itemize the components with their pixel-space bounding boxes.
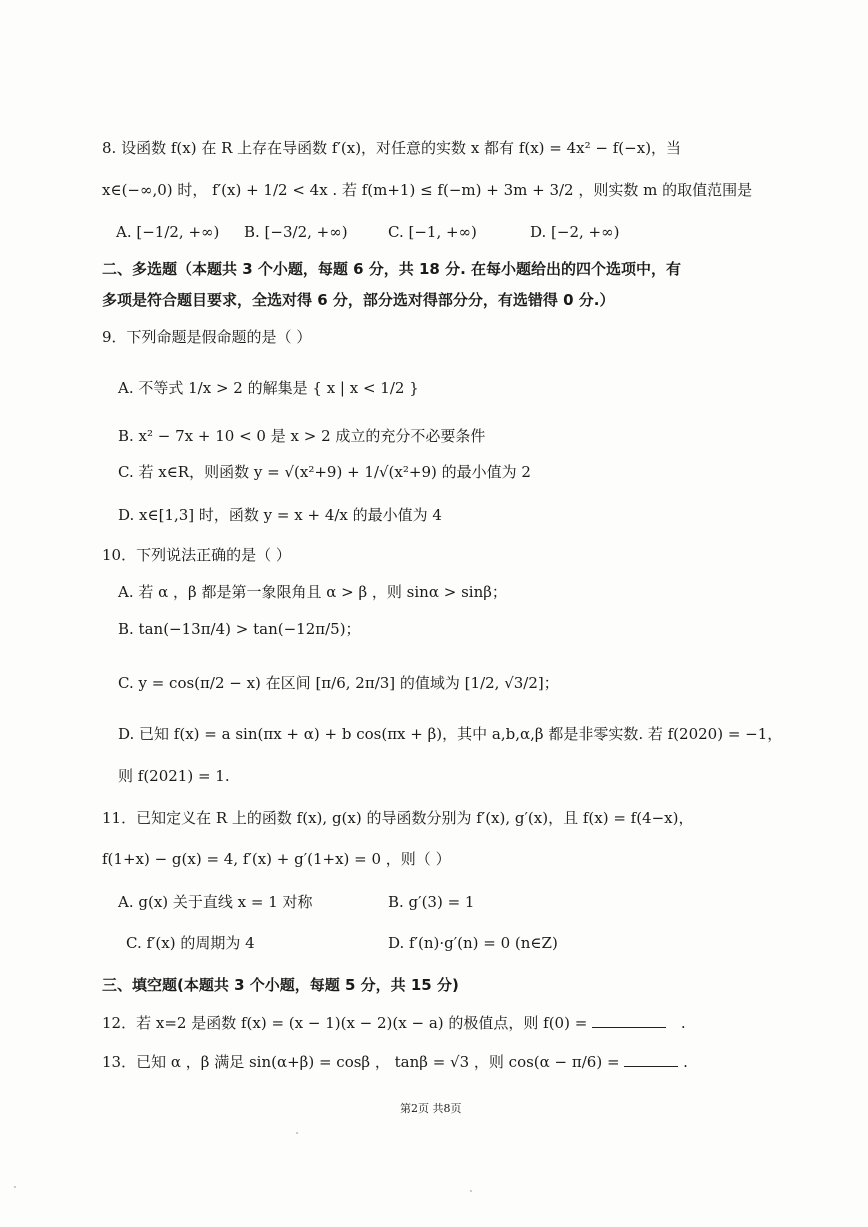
q8-line2: x∈(−∞,0) 时， f′(x) + 1/2 < 4x . 若 f(m+1) ≤ f(−m) + 3m + 3/2 ，则实数 m 的取值范围是 (102, 181, 753, 199)
q13-text: 13．已知 α ，β 满足 sin(α+β) = cosβ ， tanβ = √3 ，则 cos(α − π/6) = (102, 1053, 620, 1071)
q12-answer-blank[interactable] (592, 1013, 666, 1028)
q13-period: . (683, 1053, 688, 1071)
q12-period: . (680, 1014, 686, 1032)
q10-option-a: A. 若 α ，β 都是第一象限角且 α > β ，则 sinα > sinβ； (118, 583, 507, 601)
q8-option-a: A. [−1/2, +∞) (116, 223, 220, 241)
q8-option-c: C. [−1, +∞) (388, 223, 477, 241)
q12 (102, 1012, 686, 1034)
q11-option-b: B. g′(3) = 1 (388, 893, 475, 911)
scan-speck (470, 1190, 472, 1192)
section3-heading: 三、填空题(本题共 3 个小题，每题 5 分，共 15 分) (102, 976, 459, 994)
section2-heading-line1: 二、多选题（本题共 3 个小题，每题 6 分，共 18 分. 在每小题给出的四个选项中，有 (102, 260, 682, 278)
scan-speck (296, 1132, 298, 1134)
q10-option-d: D. 已知 f(x) = a sin(πx + α) + b cos(πx + β)，其中 a,b,α,β 都是非零实数. 若 f(2020) = −1， (118, 725, 783, 743)
q13 (102, 1051, 688, 1073)
q10-option-c: C. y = cos(π/2 − x) 在区间 [π/6, 2π/3] 的值域为 [1/2, √3/2]； (118, 674, 559, 692)
page-footer: 第2页 共8页 (400, 1102, 462, 1115)
q9-stem: 9．下列命题是假命题的是（ ） (102, 328, 312, 346)
section2-heading-line2: 多项是符合题目要求，全选对得 6 分，部分选对得部分分，有选错得 0 分.） (102, 291, 615, 309)
q11-option-a: A. g(x) 关于直线 x = 1 对称 (118, 893, 313, 911)
q13-answer-blank[interactable] (624, 1052, 678, 1067)
q11-option-d: D. f′(n)·g′(n) = 0 (n∈Z) (388, 934, 558, 952)
q8-line1: 8. 设函数 f(x) 在 R 上存在导函数 f′(x)，对任意的实数 x 都有 f(x) = 4x² − f(−x)，当 (102, 139, 682, 157)
q10-stem: 10．下列说法正确的是（ ） (102, 546, 291, 564)
q9-option-c: C. 若 x∈R，则函数 y = √(x²+9) + 1/√(x²+9) 的最小值为 2 (118, 463, 531, 481)
q10-option-d-continued: 则 f(2021) = 1. (118, 767, 230, 785)
q10-option-b: B. tan(−13π/4) > tan(−12π/5)； (118, 620, 361, 638)
scan-speck (14, 1186, 16, 1188)
q9-option-a: A. 不等式 1/x > 2 的解集是 { x | x < 1/2 } (118, 379, 419, 397)
q12-text: 12．若 x=2 是函数 f(x) = (x − 1)(x − 2)(x − a) 的极值点，则 f(0) = (102, 1014, 588, 1032)
q8-option-d: D. [−2, +∞) (530, 223, 620, 241)
q9-option-b: B. x² − 7x + 10 < 0 是 x > 2 成立的充分不必要条件 (118, 427, 486, 445)
q8-option-b: B. [−3/2, +∞) (244, 223, 348, 241)
q11-stem: 11．已知定义在 R 上的函数 f(x), g(x) 的导函数分别为 f′(x), g′(x)，且 f(x) = f(4−x)， (102, 809, 694, 827)
q9-option-d: D. x∈[1,3] 时，函数 y = x + 4/x 的最小值为 4 (118, 506, 442, 524)
q11-stem-line2: f(1+x) − g(x) = 4, f′(x) + g′(1+x) = 0 ，则（ ） (102, 850, 451, 868)
q11-option-c: C. f′(x) 的周期为 4 (126, 934, 255, 952)
